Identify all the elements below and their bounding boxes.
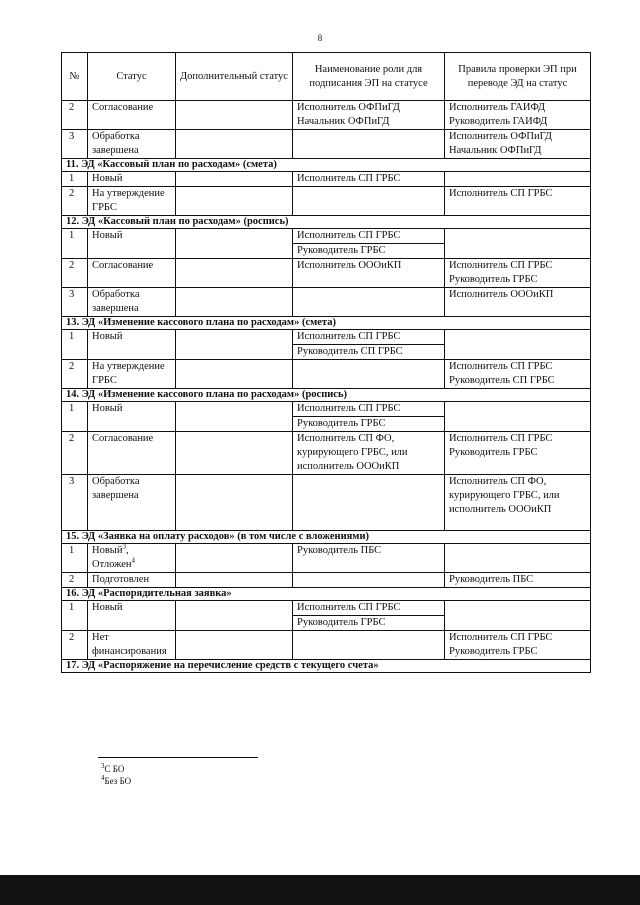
cell-extra-status xyxy=(176,631,293,660)
table-row xyxy=(62,172,591,187)
footnote-text: С БО xyxy=(104,764,125,774)
footnote-ref: 3 xyxy=(122,543,126,551)
section-row xyxy=(62,317,591,330)
section-title: 15. ЭД «Заявка на оплату расходов» (в том числе с вложениями) xyxy=(62,531,591,544)
cell-num: 3 xyxy=(62,475,88,531)
cell-status: Обработка завершена xyxy=(88,475,176,531)
rule-line: Исполнитель СП ГРБС xyxy=(449,188,553,199)
page-number: 8 xyxy=(317,33,323,43)
section-row xyxy=(62,531,591,544)
cell-role xyxy=(293,330,445,360)
status-part: , Отложен xyxy=(92,545,132,570)
rule-line: Руководитель ПБС xyxy=(449,574,534,585)
cell-rule xyxy=(445,229,591,259)
rule-line: Исполнитель ОФПиГД xyxy=(449,131,552,142)
section-title: 13. ЭД «Изменение кассового плана по расходам» (смета) xyxy=(62,317,591,330)
table-row xyxy=(62,544,591,573)
cell-status xyxy=(88,544,176,573)
cell-extra-status xyxy=(176,172,293,187)
table-row xyxy=(62,631,591,660)
table-row xyxy=(62,601,591,631)
cell-num: 3 xyxy=(62,130,88,159)
cell-extra-status xyxy=(176,130,293,159)
header-num: № xyxy=(62,53,88,101)
cell-num: 1 xyxy=(62,172,88,187)
table-header-row xyxy=(62,53,591,101)
role-line: Руководитель ГРБС xyxy=(293,416,444,431)
cell-status: Подготовлен xyxy=(88,573,176,588)
rule-line: Исполнитель СП ГРБС xyxy=(449,361,553,372)
cell-status: Нет финансирования xyxy=(88,631,176,660)
cell-rule xyxy=(445,259,591,288)
cell-extra-status xyxy=(176,475,293,531)
rule-line: Исполнитель ГАИФД xyxy=(449,102,545,113)
cell-extra-status xyxy=(176,360,293,389)
cell-rule xyxy=(445,330,591,360)
role-line: Исполнитель ОФПиГД xyxy=(297,102,400,113)
cell-extra-status xyxy=(176,288,293,317)
rule-line: Руководитель ГРБС xyxy=(449,646,538,657)
header-extra-status: Дополнительный статус xyxy=(176,53,293,101)
footnote-mark: 3 xyxy=(101,762,105,770)
cell-rule xyxy=(445,130,591,159)
header-status: Статус xyxy=(88,53,176,101)
role-line: Исполнитель СП ГРБС xyxy=(297,230,401,241)
table-row xyxy=(62,288,591,317)
cell-role xyxy=(293,288,445,317)
cell-num: 2 xyxy=(62,573,88,588)
cell-role xyxy=(293,130,445,159)
cell-role xyxy=(293,432,445,475)
cell-role xyxy=(293,544,445,573)
role-line: Руководитель СП ГРБС xyxy=(293,344,444,359)
section-row xyxy=(62,588,591,601)
cell-num: 1 xyxy=(62,544,88,573)
cell-rule xyxy=(445,544,591,573)
footnote-ref: 4 xyxy=(131,556,136,565)
section-title: 11. ЭД «Кассовый план по расходам» (смета) xyxy=(62,159,591,172)
cell-num: 1 xyxy=(62,229,88,259)
cell-status: Новый xyxy=(88,330,176,360)
cell-num: 2 xyxy=(62,360,88,389)
table-row xyxy=(62,229,591,259)
role-line: Исполнитель СП ГРБС xyxy=(297,403,401,414)
footnote-text: Без БО xyxy=(104,776,132,786)
section-row xyxy=(62,389,591,402)
section-row xyxy=(62,216,591,229)
cell-extra-status xyxy=(176,601,293,631)
section-title: 14. ЭД «Изменение кассового плана по расходам» (роспись) xyxy=(62,389,591,402)
rule-line: Руководитель ГРБС xyxy=(449,447,538,458)
cell-role xyxy=(293,172,445,187)
table-row xyxy=(62,187,591,216)
cell-extra-status xyxy=(176,402,293,432)
role-line: Исполнитель СП ФО, курирующего ГРБС, или исполнитель ОООиКП xyxy=(297,433,408,472)
cell-status: На утверждение ГРБС xyxy=(88,187,176,216)
section-title: 16. ЭД «Распорядительная заявка» xyxy=(62,588,591,601)
cell-num: 1 xyxy=(62,330,88,360)
cell-role xyxy=(293,601,445,631)
cell-num: 2 xyxy=(62,432,88,475)
header-rule: Правила проверки ЭП при переводе ЭД на статус xyxy=(445,53,591,101)
table-row xyxy=(62,573,591,588)
cell-rule xyxy=(445,360,591,389)
cell-extra-status xyxy=(176,573,293,588)
header-role: Наименование роли для подписания ЭП на статусе xyxy=(293,53,445,101)
section-title: 17. ЭД «Распоряжение на перечисление средств с текущего счета» xyxy=(62,660,591,673)
cell-rule xyxy=(445,402,591,432)
cell-rule xyxy=(445,573,591,588)
role-line: Руководитель ГРБС xyxy=(293,615,444,630)
table-row xyxy=(62,330,591,360)
rule-line: Руководитель СП ГРБС xyxy=(449,375,555,386)
table-row xyxy=(62,259,591,288)
rule-line: Исполнитель СП ГРБС xyxy=(449,632,553,643)
cell-status: На утверждение ГРБС xyxy=(88,360,176,389)
role-line: Руководитель ГРБС xyxy=(293,243,444,258)
cell-status: Обработка завершена xyxy=(88,130,176,159)
role-line: Исполнитель СП ГРБС xyxy=(297,173,401,184)
role-line: Исполнитель ОООиКП xyxy=(297,260,402,271)
table-row xyxy=(62,402,591,432)
cell-rule xyxy=(445,475,591,531)
cell-rule xyxy=(445,101,591,130)
cell-role xyxy=(293,360,445,389)
cell-status: Новый xyxy=(88,601,176,631)
table-row xyxy=(62,475,591,531)
cell-extra-status xyxy=(176,259,293,288)
cell-rule xyxy=(445,432,591,475)
footnote-separator xyxy=(98,757,258,758)
cell-extra-status xyxy=(176,101,293,130)
table-row xyxy=(62,130,591,159)
cell-status: Новый xyxy=(88,172,176,187)
section-row xyxy=(62,159,591,172)
role-line: Начальник ОФПиГД xyxy=(297,116,390,127)
cell-num: 2 xyxy=(62,259,88,288)
footnote-mark: 4 xyxy=(101,774,105,782)
cell-extra-status xyxy=(176,330,293,360)
rule-line: Руководитель ГАИФД xyxy=(449,116,548,127)
cell-rule xyxy=(445,631,591,660)
cell-role xyxy=(293,259,445,288)
rule-line: Начальник ОФПиГД xyxy=(449,145,542,156)
cell-num: 1 xyxy=(62,402,88,432)
cell-role xyxy=(293,402,445,432)
cell-role xyxy=(293,229,445,259)
cell-num: 3 xyxy=(62,288,88,317)
rule-line: Руководитель ГРБС xyxy=(449,274,538,285)
cell-rule xyxy=(445,601,591,631)
role-line: Руководитель ПБС xyxy=(297,545,382,556)
status-part: Новый xyxy=(92,545,123,556)
section-row xyxy=(62,660,591,673)
status-table xyxy=(61,52,591,673)
cell-rule xyxy=(445,187,591,216)
footnote-4 xyxy=(101,776,131,787)
cell-role xyxy=(293,187,445,216)
cell-num: 2 xyxy=(62,101,88,130)
rule-line: Исполнитель ОООиКП xyxy=(449,289,554,300)
table-body xyxy=(62,101,591,673)
cell-num: 1 xyxy=(62,601,88,631)
scan-border xyxy=(0,875,640,905)
cell-role xyxy=(293,101,445,130)
cell-rule xyxy=(445,288,591,317)
cell-status: Согласование xyxy=(88,101,176,130)
section-title: 12. ЭД «Кассовый план по расходам» (роспись) xyxy=(62,216,591,229)
table-row xyxy=(62,432,591,475)
rule-line: Исполнитель СП ГРБС xyxy=(449,433,553,444)
role-line: Исполнитель СП ГРБС xyxy=(297,331,401,342)
cell-num: 2 xyxy=(62,187,88,216)
cell-extra-status xyxy=(176,229,293,259)
rule-line: Исполнитель СП ГРБС xyxy=(449,260,553,271)
cell-status: Обработка завершена xyxy=(88,288,176,317)
cell-extra-status xyxy=(176,432,293,475)
cell-status: Согласование xyxy=(88,432,176,475)
cell-status: Согласование xyxy=(88,259,176,288)
role-line: Исполнитель СП ГРБС xyxy=(297,602,401,613)
cell-role xyxy=(293,475,445,531)
cell-num: 2 xyxy=(62,631,88,660)
rule-line: Исполнитель СП ФО, курирующего ГРБС, или исполнитель ОООиКП xyxy=(449,476,560,515)
cell-status: Новый xyxy=(88,229,176,259)
cell-role xyxy=(293,631,445,660)
cell-extra-status xyxy=(176,544,293,573)
cell-role xyxy=(293,573,445,588)
table-row xyxy=(62,360,591,389)
cell-status: Новый xyxy=(88,402,176,432)
table-row xyxy=(62,101,591,130)
cell-extra-status xyxy=(176,187,293,216)
cell-rule xyxy=(445,172,591,187)
